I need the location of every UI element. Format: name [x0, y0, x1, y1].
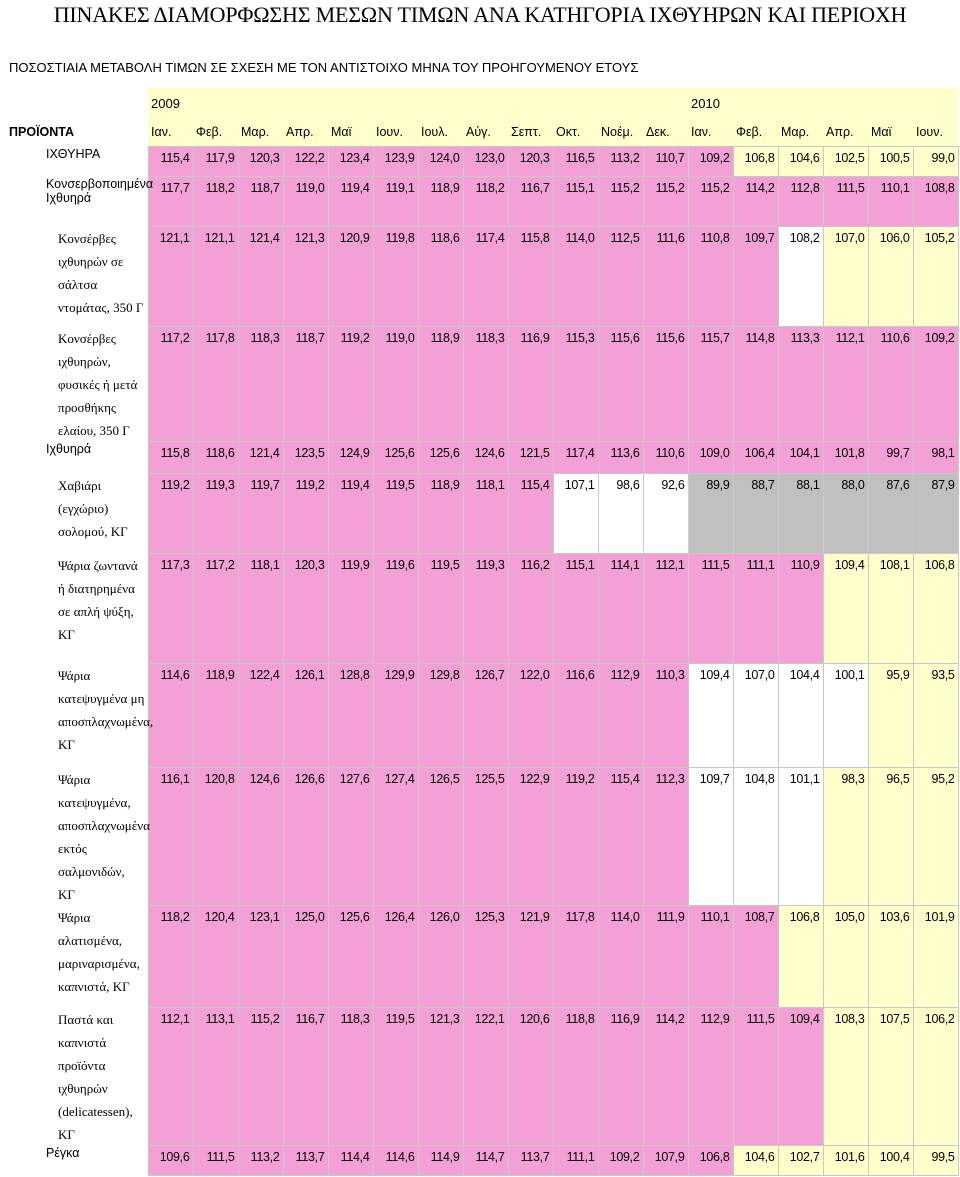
value-cell: 120,9: [328, 227, 373, 327]
value-cell: 111,5: [733, 1008, 778, 1146]
value-cell: 120,3: [238, 147, 283, 177]
value-cell: 100,4: [868, 1146, 913, 1176]
value-cell: 126,0: [418, 906, 463, 1008]
value-cell: 100,5: [868, 147, 913, 177]
value-cell: 114,6: [373, 1146, 418, 1176]
value-cell: 119,2: [283, 474, 328, 554]
row-label: Χαβιάρι (εγχώριο) σολομού, ΚΓ: [58, 477, 128, 539]
row-delicatessen: [6, 1008, 958, 1146]
value-cell: 111,5: [193, 1146, 238, 1176]
value-cell: 110,7: [643, 147, 688, 177]
value-cell: 121,1: [148, 227, 193, 327]
value-cell: 121,3: [418, 1008, 463, 1146]
value-cell: 115,2: [598, 177, 643, 227]
row-label: Ψάρια κατεψυγμένα μη αποσπλαχνωμένα, ΚΓ: [58, 667, 154, 752]
value-cell: 113,1: [193, 1008, 238, 1146]
row-frozen-gutted: [6, 768, 958, 906]
value-cell: 112,1: [643, 554, 688, 664]
value-cell: 109,4: [688, 664, 733, 768]
value-cell: 108,1: [868, 554, 913, 664]
value-cell: 112,5: [598, 227, 643, 327]
month-header: Ιαν.: [688, 118, 733, 147]
value-cell: 123,4: [328, 147, 373, 177]
value-cell: 118,9: [418, 327, 463, 442]
value-cell: 118,1: [238, 554, 283, 664]
value-cell: 114,2: [733, 177, 778, 227]
month-header: Απρ.: [283, 118, 328, 147]
value-cell: 125,6: [328, 906, 373, 1008]
value-cell: 87,6: [868, 474, 913, 554]
value-cell: 109,2: [688, 147, 733, 177]
value-cell: 111,6: [643, 227, 688, 327]
value-cell: 112,1: [823, 327, 868, 442]
value-cell: 115,8: [148, 442, 193, 474]
row-caviar: [6, 474, 958, 554]
value-cell: 117,8: [193, 327, 238, 442]
row-label: Κονσέρβες ιχθυηρών σε σάλτσα ντομάτας, 350 Γ: [58, 230, 144, 315]
value-cell: 114,2: [643, 1008, 688, 1146]
value-cell: 108,2: [778, 227, 823, 327]
value-cell: 115,6: [643, 327, 688, 442]
value-cell: 109,4: [778, 1008, 823, 1146]
row-label: Παστά και καπνιστά προϊόντα ιχθυηρών (delicatessen), ΚΓ: [58, 1011, 133, 1142]
value-cell: 118,7: [238, 177, 283, 227]
value-cell: 108,8: [913, 177, 958, 227]
value-cell: 118,6: [418, 227, 463, 327]
value-cell: 115,6: [598, 327, 643, 442]
value-cell: 110,9: [778, 554, 823, 664]
value-cell: 115,4: [148, 147, 193, 177]
value-cell: 102,7: [778, 1146, 823, 1176]
row-fish-total: [6, 147, 958, 177]
value-cell: 95,9: [868, 664, 913, 768]
row-fish: [6, 442, 958, 474]
value-cell: 119,6: [373, 554, 418, 664]
value-cell: 119,2: [148, 474, 193, 554]
value-cell: 116,1: [148, 768, 193, 906]
value-cell: 119,5: [373, 1008, 418, 1146]
row-frozen-whole: [6, 664, 958, 768]
row-label: Ιχθυηρά: [46, 441, 92, 456]
value-cell: 123,0: [463, 147, 508, 177]
value-cell: 115,1: [553, 177, 598, 227]
month-header: Δεκ.: [643, 118, 688, 147]
value-cell: 117,2: [148, 327, 193, 442]
value-cell: 123,9: [373, 147, 418, 177]
value-cell: 121,5: [508, 442, 553, 474]
value-cell: 92,6: [643, 474, 688, 554]
row-label: Ρέγκα: [46, 1145, 80, 1160]
page-title: ΠΙΝΑΚΕΣ ΔΙΑΜΟΡΦΩΣΗΣ ΜΕΣΩΝ ΤΙΜΩΝ ΑΝΑ ΚΑΤΗΓΟΡΙΑ ΙΧΘΥΗΡΩΝ ΚΑΙ ΠΕΡΙΟΧΗ: [53, 2, 907, 27]
value-cell: 121,4: [238, 442, 283, 474]
value-cell: 107,9: [643, 1146, 688, 1176]
value-cell: 107,0: [823, 227, 868, 327]
value-cell: 112,9: [688, 1008, 733, 1146]
value-cell: 114,8: [733, 327, 778, 442]
value-cell: 122,4: [238, 664, 283, 768]
row-canned-fish: [6, 177, 958, 227]
month-header: Μαρ.: [778, 118, 823, 147]
value-cell: 118,2: [148, 906, 193, 1008]
value-cell: 96,5: [868, 768, 913, 906]
month-header: Οκτ.: [553, 118, 598, 147]
row-salted-smoked: [6, 906, 958, 1008]
value-cell: 115,4: [598, 768, 643, 906]
value-cell: 118,9: [193, 664, 238, 768]
products-header: ΠΡΟΪΟΝΤΑ: [9, 125, 75, 140]
value-cell: 121,9: [508, 906, 553, 1008]
row-canned-oil: [6, 327, 958, 442]
value-cell: 110,6: [868, 327, 913, 442]
value-cell: 108,7: [733, 906, 778, 1008]
value-cell: 114,7: [463, 1146, 508, 1176]
value-cell: 127,4: [373, 768, 418, 906]
value-cell: 119,2: [328, 327, 373, 442]
value-cell: 119,3: [193, 474, 238, 554]
value-cell: 126,1: [283, 664, 328, 768]
value-cell: 88,7: [733, 474, 778, 554]
value-cell: 106,4: [733, 442, 778, 474]
value-cell: 102,5: [823, 147, 868, 177]
value-cell: 107,5: [868, 1008, 913, 1146]
value-cell: 117,7: [148, 177, 193, 227]
value-cell: 120,3: [283, 554, 328, 664]
value-cell: 122,0: [508, 664, 553, 768]
value-cell: 118,9: [418, 177, 463, 227]
value-cell: 113,2: [598, 147, 643, 177]
value-cell: 129,8: [418, 664, 463, 768]
value-cell: 106,8: [733, 147, 778, 177]
value-cell: 106,2: [913, 1008, 958, 1146]
value-cell: 118,3: [328, 1008, 373, 1146]
value-cell: 122,2: [283, 147, 328, 177]
row-label: Κονσερβοποιημένα Ιχθυηρά: [46, 176, 154, 205]
value-cell: 119,2: [553, 768, 598, 906]
value-cell: 110,1: [688, 906, 733, 1008]
value-cell: 119,3: [463, 554, 508, 664]
value-cell: 119,0: [373, 327, 418, 442]
value-cell: 107,0: [733, 664, 778, 768]
value-cell: 116,9: [508, 327, 553, 442]
value-cell: 109,2: [598, 1146, 643, 1176]
value-cell: 109,6: [148, 1146, 193, 1176]
value-cell: 116,2: [508, 554, 553, 664]
value-cell: 114,6: [148, 664, 193, 768]
value-cell: 95,2: [913, 768, 958, 906]
value-cell: 120,8: [193, 768, 238, 906]
value-cell: 113,7: [283, 1146, 328, 1176]
value-cell: 105,0: [823, 906, 868, 1008]
year-2010-label: 2010: [688, 88, 958, 118]
value-cell: 119,0: [283, 177, 328, 227]
row-label: Κονσέρβες ιχθυηρών, φυσικές ή μετά προσθήκης ελαίου, 350 Γ: [58, 330, 138, 438]
value-cell: 112,9: [598, 664, 643, 768]
value-cell: 114,0: [598, 906, 643, 1008]
month-header: Αύγ.: [463, 118, 508, 147]
value-cell: 115,2: [643, 177, 688, 227]
value-cell: 119,8: [373, 227, 418, 327]
value-cell: 122,9: [508, 768, 553, 906]
month-header: Ιουλ.: [418, 118, 463, 147]
value-cell: 120,3: [508, 147, 553, 177]
value-cell: 116,7: [283, 1008, 328, 1146]
value-cell: 118,6: [193, 442, 238, 474]
value-cell: 123,5: [283, 442, 328, 474]
value-cell: 118,3: [238, 327, 283, 442]
value-cell: 111,5: [688, 554, 733, 664]
value-cell: 119,7: [238, 474, 283, 554]
value-cell: 100,1: [823, 664, 868, 768]
value-cell: 116,7: [508, 177, 553, 227]
value-cell: 99,5: [913, 1146, 958, 1176]
value-cell: 127,6: [328, 768, 373, 906]
value-cell: 118,7: [283, 327, 328, 442]
value-cell: 104,8: [733, 768, 778, 906]
value-cell: 113,7: [508, 1146, 553, 1176]
value-cell: 125,5: [463, 768, 508, 906]
value-cell: 115,4: [508, 474, 553, 554]
table-subtitle: ΠΟΣΟΣΤΙΑΙΑ ΜΕΤΑΒΟΛΗ ΤΙΜΩΝ ΣΕ ΣΧΕΣΗ ΜΕ ΤΟΝ ΑΝΤΙΣΤΟΙΧΟ ΜΗΝΑ ΤΟΥ ΠΡΟΗΓΟΥΜΕΝΟΥ ΕΤΟΥΣ: [9, 59, 639, 75]
value-cell: 125,6: [373, 442, 418, 474]
value-cell: 106,0: [868, 227, 913, 327]
value-cell: 118,8: [553, 1008, 598, 1146]
value-cell: 99,7: [868, 442, 913, 474]
value-cell: 88,0: [823, 474, 868, 554]
value-cell: 120,4: [193, 906, 238, 1008]
value-cell: 125,0: [283, 906, 328, 1008]
value-cell: 117,8: [553, 906, 598, 1008]
value-cell: 122,1: [463, 1008, 508, 1146]
value-cell: 89,9: [688, 474, 733, 554]
year-row-spacer: [6, 88, 148, 118]
value-cell: 98,6: [598, 474, 643, 554]
value-cell: 98,1: [913, 442, 958, 474]
value-cell: 124,6: [238, 768, 283, 906]
month-header: Μαϊ: [868, 118, 913, 147]
value-cell: 125,3: [463, 906, 508, 1008]
month-header: Νοέμ.: [598, 118, 643, 147]
month-header: Φεβ.: [733, 118, 778, 147]
month-header: Ιαν.: [148, 118, 193, 147]
value-cell: 87,9: [913, 474, 958, 554]
value-cell: 126,7: [463, 664, 508, 768]
value-cell: 93,5: [913, 664, 958, 768]
row-label: Ψάρια ζωντανά ή διατηρημένα σε απλή ψύξη, ΚΓ: [58, 557, 138, 642]
value-cell: 115,7: [688, 327, 733, 442]
value-cell: 117,9: [193, 147, 238, 177]
value-cell: 99,0: [913, 147, 958, 177]
month-header: Σεπτ.: [508, 118, 553, 147]
value-cell: 119,4: [328, 474, 373, 554]
value-cell: 115,1: [553, 554, 598, 664]
value-cell: 115,8: [508, 227, 553, 327]
value-cell: 101,1: [778, 768, 823, 906]
value-cell: 110,3: [643, 664, 688, 768]
value-cell: 110,1: [868, 177, 913, 227]
value-cell: 106,8: [688, 1146, 733, 1176]
value-cell: 111,5: [823, 177, 868, 227]
row-label: Ψάρια αλατισμένα, μαριναρισμένα, καπνιστά, ΚΓ: [58, 909, 140, 994]
month-header: Ιουν.: [913, 118, 958, 147]
value-cell: 124,0: [418, 147, 463, 177]
row-label: ΙΧΘΥΗΡΑ: [46, 146, 101, 161]
value-cell: 104,6: [733, 1146, 778, 1176]
value-cell: 124,9: [328, 442, 373, 474]
value-cell: 120,6: [508, 1008, 553, 1146]
value-cell: 117,3: [148, 554, 193, 664]
value-cell: 104,6: [778, 147, 823, 177]
value-cell: 112,3: [643, 768, 688, 906]
value-cell: 114,4: [328, 1146, 373, 1176]
value-cell: 111,9: [643, 906, 688, 1008]
value-cell: 128,8: [328, 664, 373, 768]
value-cell: 109,2: [913, 327, 958, 442]
value-cell: 117,2: [193, 554, 238, 664]
value-cell: 119,5: [373, 474, 418, 554]
value-cell: 117,4: [553, 442, 598, 474]
value-cell: 123,1: [238, 906, 283, 1008]
value-cell: 116,5: [553, 147, 598, 177]
value-cell: 126,4: [373, 906, 418, 1008]
value-cell: 112,1: [148, 1008, 193, 1146]
value-cell: 125,6: [418, 442, 463, 474]
value-cell: 88,1: [778, 474, 823, 554]
value-cell: 109,7: [733, 227, 778, 327]
value-cell: 106,8: [913, 554, 958, 664]
value-cell: 129,9: [373, 664, 418, 768]
value-cell: 98,3: [823, 768, 868, 906]
value-cell: 116,6: [553, 664, 598, 768]
value-cell: 121,3: [283, 227, 328, 327]
value-cell: 118,2: [463, 177, 508, 227]
value-cell: 101,9: [913, 906, 958, 1008]
month-header: Απρ.: [823, 118, 868, 147]
month-header: Ιουν.: [373, 118, 418, 147]
month-header: Μαϊ: [328, 118, 373, 147]
value-cell: 106,8: [778, 906, 823, 1008]
value-cell: 118,3: [463, 327, 508, 442]
value-cell: 121,4: [238, 227, 283, 327]
value-cell: 113,2: [238, 1146, 283, 1176]
value-cell: 103,6: [868, 906, 913, 1008]
row-canned-tomato: [6, 227, 958, 327]
value-cell: 111,1: [733, 554, 778, 664]
value-cell: 116,9: [598, 1008, 643, 1146]
value-cell: 108,3: [823, 1008, 868, 1146]
value-cell: 104,4: [778, 664, 823, 768]
value-cell: 104,1: [778, 442, 823, 474]
value-cell: 119,9: [328, 554, 373, 664]
value-cell: 119,4: [328, 177, 373, 227]
value-cell: 113,6: [598, 442, 643, 474]
value-cell: 107,1: [553, 474, 598, 554]
value-cell: 112,8: [778, 177, 823, 227]
value-cell: 126,5: [418, 768, 463, 906]
row-label: Ψάρια κατεψυγμένα, αποσπλαχνωμένα εκτός σαλμονιδών, ΚΓ: [58, 771, 150, 902]
month-header: Φεβ.: [193, 118, 238, 147]
value-cell: 115,2: [238, 1008, 283, 1146]
row-herring: [6, 1146, 958, 1176]
row-fresh-chilled: [6, 554, 958, 664]
value-cell: 118,2: [193, 177, 238, 227]
value-cell: 110,8: [688, 227, 733, 327]
value-cell: 109,7: [688, 768, 733, 906]
value-cell: 115,3: [553, 327, 598, 442]
value-cell: 119,1: [373, 177, 418, 227]
value-cell: 101,8: [823, 442, 868, 474]
value-cell: 115,2: [688, 177, 733, 227]
value-cell: 119,5: [418, 554, 463, 664]
value-cell: 114,0: [553, 227, 598, 327]
value-cell: 117,4: [463, 227, 508, 327]
price-index-table: [6, 46, 959, 1176]
value-cell: 118,1: [463, 474, 508, 554]
value-cell: 114,9: [418, 1146, 463, 1176]
value-cell: 105,2: [913, 227, 958, 327]
value-cell: 118,9: [418, 474, 463, 554]
month-header: Μαρ.: [238, 118, 283, 147]
value-cell: 121,1: [193, 227, 238, 327]
value-cell: 114,1: [598, 554, 643, 664]
value-cell: 110,6: [643, 442, 688, 474]
value-cell: 124,6: [463, 442, 508, 474]
year-2009-label: 2009: [148, 88, 688, 118]
value-cell: 111,1: [553, 1146, 598, 1176]
value-cell: 101,6: [823, 1146, 868, 1176]
value-cell: 113,3: [778, 327, 823, 442]
value-cell: 109,4: [823, 554, 868, 664]
value-cell: 109,0: [688, 442, 733, 474]
value-cell: 126,6: [283, 768, 328, 906]
